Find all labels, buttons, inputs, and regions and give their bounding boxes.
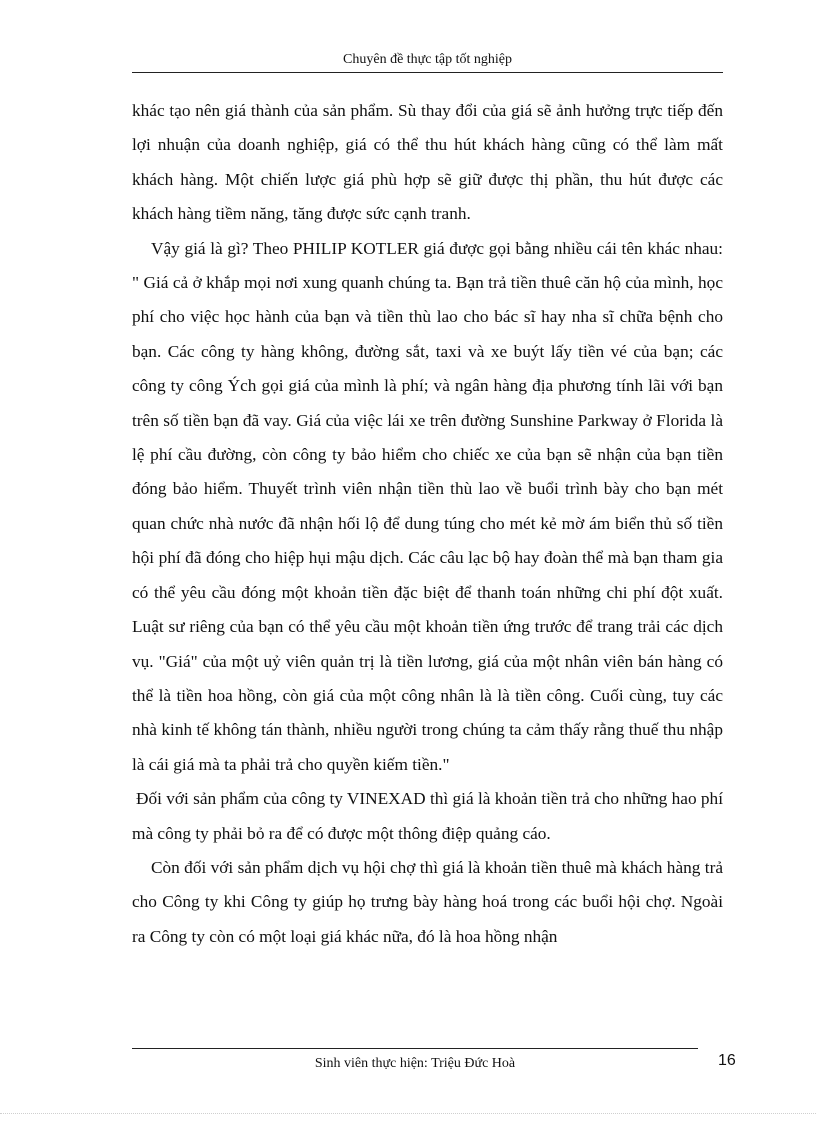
footer-author: Sinh viên thực hiện: Triệu Đức Hoà bbox=[314, 1056, 516, 1071]
paragraph-price-definition: Vậy giá là gì? Theo PHILIP KOTLER giá được gọi bằng nhiều cái tên khác nhau: " Giá cả ở khắp mọi nơi xung quanh chúng ta. Bạn trả tiền thuê căn hộ của mình, học phí cho việc học hành của bạn và tiền thù lao cho bác sĩ hay nha sĩ chữa bệnh cho bạn. Các công ty hàng không, đường sắt, taxi và xe buýt lấy tiền vé của bạn; các công ty công Ých gọi giá của mình là phí; và ngân hàng địa phương tính lãi với bạn trên số tiền bạn đã vay. Giá của việc lái xe trên đường Sunshine Parkway ở Florida là lệ phí cầu đường, còn công ty bảo hiểm cho chiếc xe của bạn sẽ nhận của bạn tiền đóng bảo hiểm. Thuyết trình viên nhận tiền thù lao về buổi trình bày cho bạn mét quan chức nhà nước đã nhận hối lộ để dung túng cho mét kẻ mờ ám biển thủ số tiền hội phí đã đóng cho hiệp hụi mậu dịch. Các câu lạc bộ hay đoàn thể mà bạn tham gia có thể yêu cầu đóng một khoản tiền đặc biệt để thanh toán những chi phí đột xuất. Luật sư riêng của bạn có thể yêu cầu một khoản tiền ứng trước để trang trải các dịch vụ. "Giá" của một uỷ viên quản trị là tiền lương, giá của một nhân viên bán hàng có thể là tiền hoa hồng, còn giá của một công nhân là là tiền công. Cuối cùng, tuy các nhà kinh tế không tán thành, nhiều người trong chúng ta cảm thấy rằng thuế thu nhập là cái giá mà ta phải trả cho quyền kiếm tiền." bbox=[132, 238, 723, 774]
header-divider bbox=[132, 72, 723, 73]
footer-divider bbox=[132, 1048, 698, 1049]
paragraph-vinexad-price: Đối với sản phẩm của công ty VINEXAD thì giá là khoản tiền trả cho những hao phí mà công ty phải bỏ ra để có được một thông điệp quảng cáo. bbox=[132, 789, 723, 843]
page-edge-divider bbox=[0, 1113, 816, 1114]
paragraph-continuation: khác tạo nên giá thành của sản phẩm. Sù thay đổi của giá sẽ ảnh hưởng trực tiếp đến lợi nhuận của doanh nghiệp, giá có thể thu hút khách hàng cũng có thể làm mất khách hàng. Một chiến lược giá phù hợp sẽ giữ được thị phần, thu hút được các khách hàng tiềm năng, tăng được sức cạnh tranh. bbox=[132, 101, 723, 224]
document-body bbox=[132, 94, 723, 954]
paragraph-fair-service-price: Còn đối với sản phẩm dịch vụ hội chợ thì giá là khoản tiền thuê mà khách hàng trả cho Công ty khi Công ty giúp họ trưng bày hàng hoá trong các buổi hội chợ. Ngoài ra Công ty còn có một loại giá khác nữa, đó là hoa hồng nhận bbox=[132, 857, 723, 946]
running-header: Chuyên đề thực tập tốt nghiệp bbox=[343, 52, 512, 67]
page-number: 16 bbox=[718, 1052, 736, 1069]
